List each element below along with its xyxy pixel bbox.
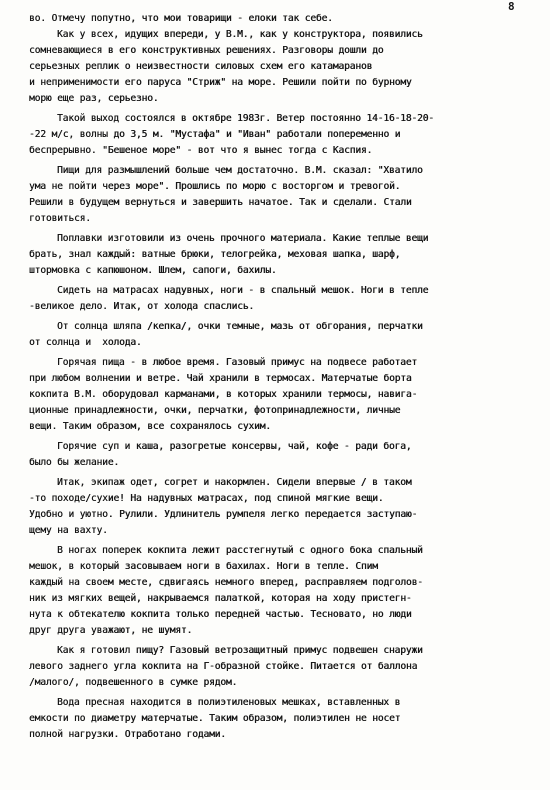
text-line bbox=[29, 59, 534, 75]
line-text: Итак, экипаж одет, согрет и накормлен. Сидели впервые / в таком bbox=[57, 477, 412, 488]
line-text: штормовка с капюшоном. Шлем, сапоги, бахилы. bbox=[29, 265, 277, 276]
line-text: беспрерывно. "Бешеное море" - вот что я вынес тогда с Каспия. bbox=[29, 145, 373, 156]
line-text: Решили в будущем вернуться и завершить начатое. Так и сделали. Стали bbox=[29, 197, 412, 208]
text-line bbox=[29, 335, 534, 351]
line-text: во. Отмечу попутно, что мои товарищи - елоки так себе. bbox=[29, 13, 333, 24]
text-line bbox=[29, 403, 534, 419]
paragraph bbox=[29, 319, 534, 351]
text-line bbox=[29, 299, 534, 315]
line-text: ник из мягких вещей, накрываемся палаткой, которая на ходу пристегн- bbox=[29, 593, 412, 604]
paragraph bbox=[29, 543, 534, 639]
text-line bbox=[29, 355, 534, 371]
line-text: брать, знал каждый: ватные брюки, телогрейка, меховая шапка, шарф, bbox=[29, 249, 401, 260]
text-line bbox=[29, 419, 534, 435]
text-line bbox=[29, 387, 534, 403]
text-line bbox=[29, 623, 534, 639]
line-text: Горячая пища - в любое время. Газовый примус на подвесе работает bbox=[57, 357, 418, 368]
text-line bbox=[29, 211, 534, 227]
line-text: -великое дело. Итак, от холода спаслись. bbox=[29, 301, 255, 312]
paragraph bbox=[29, 231, 534, 279]
text-line bbox=[29, 695, 534, 711]
line-text: От солнца шляпа /кепка/, очки темные, мазь от обгорания, перчатки bbox=[57, 321, 423, 332]
line-text: Сидеть на матрасах надувных, ноги - в спальный мешок. Ноги в тепле bbox=[57, 285, 429, 296]
text-line bbox=[29, 543, 534, 559]
paragraph bbox=[29, 111, 534, 159]
line-text: -22 м/с, волны до 3,5 м. "Мустафа" и "Иван" работали попеременно и bbox=[29, 129, 401, 140]
text-line bbox=[29, 163, 534, 179]
text-line bbox=[29, 75, 534, 91]
line-text: вещи. Таким образом, все сохранялось сухим. bbox=[29, 421, 271, 432]
text-line bbox=[29, 507, 534, 523]
text-line bbox=[29, 371, 534, 387]
text-line bbox=[29, 27, 534, 43]
line-text: серьезных реплик о неизвестности силовых схем его катамаранов bbox=[29, 61, 373, 72]
text-line bbox=[29, 491, 534, 507]
line-text: /малого/, подвешенного в сумке рядом. bbox=[29, 677, 238, 688]
line-text: нута к обтекателю кокпита только передней частью. Тесновато, но люди bbox=[29, 609, 412, 620]
text-line bbox=[29, 455, 534, 471]
paragraph bbox=[29, 11, 534, 107]
page-number: 8 bbox=[508, 0, 515, 13]
text-line bbox=[29, 711, 534, 727]
text-line bbox=[29, 111, 534, 127]
line-text: емкости по диаметру матерчатые. Таким образом, полиэтилен не носет bbox=[29, 713, 401, 724]
text-line bbox=[29, 91, 534, 107]
line-text: Удобно и уютно. Рулили. Удлинитель румпеля легко передается заступаю- bbox=[29, 509, 418, 520]
text-line bbox=[29, 475, 534, 491]
text-line bbox=[29, 283, 534, 299]
text-line bbox=[29, 591, 534, 607]
line-text: Такой выход состоялся в октябре 1983г. Ветер постоянно 14-16-18-20- bbox=[57, 113, 434, 124]
line-text: друг друга уважают, не шумят. bbox=[29, 625, 193, 636]
text-line bbox=[29, 11, 534, 27]
page-body-text bbox=[29, 11, 534, 747]
text-line bbox=[29, 523, 534, 539]
line-text: Горячие суп и каша, разогретые консервы, чай, кофе - ради бога, bbox=[57, 441, 412, 452]
text-line bbox=[29, 439, 534, 455]
line-text: -то походе/сухие! На надувных матрасах, под спиной мягкие вещи. bbox=[29, 493, 384, 504]
line-text: Поплавки изготовили из очень прочного материала. Какие теплые вещи bbox=[57, 233, 429, 244]
line-text: от солнца и холода. bbox=[29, 337, 142, 348]
text-line bbox=[29, 727, 534, 743]
line-text: левого заднего угла кокпита на Г-образной стойке. Питается от баллона bbox=[29, 661, 418, 672]
text-line bbox=[29, 319, 534, 335]
text-line bbox=[29, 127, 534, 143]
line-text: при любом волнении и ветре. Чай хранили в термосах. Матерчатые борта bbox=[29, 373, 412, 384]
text-line bbox=[29, 659, 534, 675]
line-text: кокпита В.М. оборудовал карманами, в которых хранили термосы, навига- bbox=[29, 389, 418, 400]
line-text: Вода пресная находится в полиэтиленовых мешках, вставленных в bbox=[57, 697, 401, 708]
line-text: каждый на своем месте, сдвигаясь немного вперед, расправляем подголов- bbox=[29, 577, 423, 588]
paragraph bbox=[29, 475, 534, 539]
text-line bbox=[29, 263, 534, 279]
text-line bbox=[29, 247, 534, 263]
line-text: готовиться. bbox=[29, 213, 91, 224]
paragraph bbox=[29, 163, 534, 227]
text-line bbox=[29, 607, 534, 623]
text-line bbox=[29, 143, 534, 159]
text-line bbox=[29, 643, 534, 659]
paragraph bbox=[29, 283, 534, 315]
text-line bbox=[29, 179, 534, 195]
line-text: Пищи для размышлений больше чем достаточно. В.М. сказал: "Хватило bbox=[57, 165, 423, 176]
line-text: сомневающиеся в его конструктивных решениях. Разговоры дошли до bbox=[29, 45, 384, 56]
paragraph bbox=[29, 695, 534, 743]
line-text: ума не пойти через море". Прошлись по морю с восторгом и тревогой. bbox=[29, 181, 401, 192]
line-text: полной нагрузки. Отработано годами. bbox=[29, 729, 226, 740]
paragraph bbox=[29, 643, 534, 691]
line-text: В ногах поперек кокпита лежит расстегнутый с одного бока спальный bbox=[57, 545, 423, 556]
text-line bbox=[29, 559, 534, 575]
paragraph bbox=[29, 355, 534, 435]
line-text: щему на вахту. bbox=[29, 525, 108, 536]
text-line bbox=[29, 195, 534, 211]
line-text: Как у всех, идущих впереди, у В.М., как у конструктора, появились bbox=[57, 29, 423, 40]
line-text: мешок, в который засовываем ноги в бахилах. Ноги в тепле. Спим bbox=[29, 561, 378, 572]
line-text: Как я готовил пищу? Газовый ветрозащитный примус подвешен снаружи bbox=[57, 645, 423, 656]
text-line bbox=[29, 231, 534, 247]
line-text: ционные принадлежности, очки, перчатки, фотопринадлежности, личные bbox=[29, 405, 401, 416]
text-line bbox=[29, 575, 534, 591]
text-line bbox=[29, 675, 534, 691]
line-text: морю еще раз, серьезно. bbox=[29, 93, 159, 104]
text-line bbox=[29, 43, 534, 59]
line-text: было бы желание. bbox=[29, 457, 120, 468]
line-text: и неприменимости его паруса "Стриж" на море. Решили пойти по бурному bbox=[29, 77, 412, 88]
paragraph bbox=[29, 439, 534, 471]
